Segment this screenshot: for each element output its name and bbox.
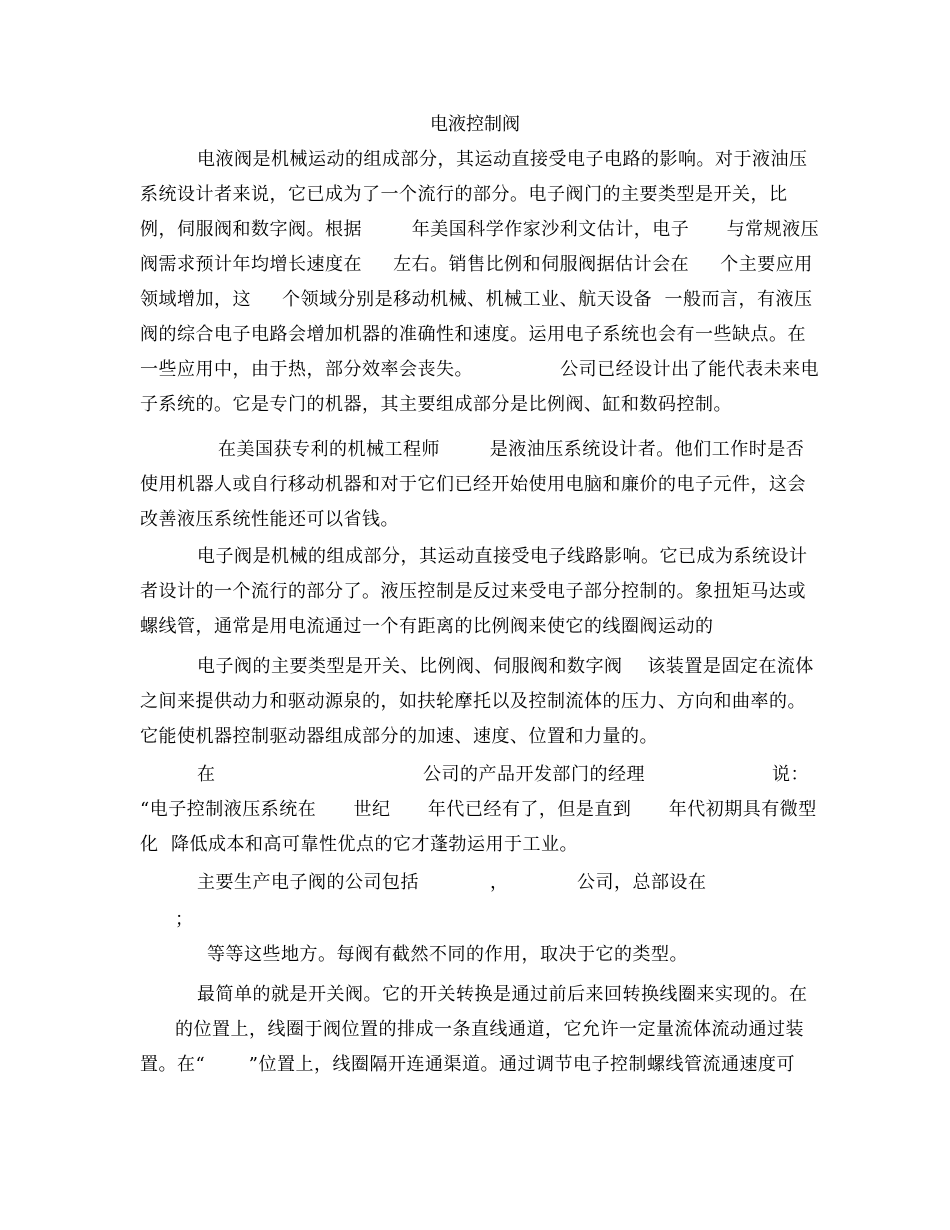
text-line: 公司的产品开发部门的经理: [423, 764, 645, 785]
text-line: 系统设计者来说，它已成为了一个流行的部分。电子阀门的主要类型是开关，比: [140, 184, 788, 205]
text-line: “电子控制液压系统在 世纪 年代已经有了，但是直到 年代初期具有微型: [140, 799, 817, 820]
text-line: 公司，总部设在: [577, 872, 707, 893]
text-line: 在美国获专利的机械工程师 是液油压系统设计者。他们工作时是否: [218, 439, 805, 460]
text-line: 电子阀的主要类型是开关、比例阀、伺服阀和数字阀 该装置是固定在流体: [197, 656, 814, 677]
text-line: 领域增加，这 个领域分别是移动机械、机械工业、航天设备 一般而言，有液压: [140, 289, 813, 310]
text-line: 置。在“ ”位置上，线圈隔开连通渠道。通过调节电子控制螺线管流通速度可: [140, 1054, 795, 1075]
text-line: 改善液压系统性能还可以省钱。: [140, 509, 399, 530]
text-line: 最简单的就是开关阀。它的开关转换是通过前后来回转换线圈来实现的。在: [197, 984, 808, 1005]
text-line: 说：: [772, 764, 809, 785]
text-line: 电液阀是机械运动的组成部分，其运动直接受电子电路的影响。对于液油压: [197, 149, 808, 170]
text-line: 一些应用中，由于热，部分效率会丧失。 公司已经设计出了能代表未来电: [140, 359, 820, 380]
text-line: 螺线管，通常是用电流通过一个有距离的比例阀来使它的线圈阀运动的: [140, 616, 714, 637]
text-line: 阀的综合电子电路会增加机器的准确性和速度。运用电子系统也会有一些缺点。在: [140, 324, 806, 345]
text-line: 使用机器人或自行移动机器和对于它们已经开始使用电脑和廉价的电子元件，这会: [140, 474, 806, 495]
text-line: 主要生产电子阀的公司包括: [197, 872, 419, 893]
text-line: ；: [175, 909, 194, 930]
text-line: 者设计的一个流行的部分了。液压控制是反过来受电子部分控制的。象扭矩马达或: [140, 581, 806, 602]
text-line: 等等这些地方。每阀有截然不同的作用，取决于它的类型。: [207, 944, 688, 965]
text-line: 在: [197, 764, 216, 785]
document-title: 电液控制阀: [430, 114, 520, 135]
text-line: 它能使机器控制驱动器组成部分的加速、速度、位置和力量的。: [140, 726, 658, 747]
text-line: 之间来提供动力和驱动源泉的，如扶轮摩托以及控制流体的压力、方向和曲率的。: [140, 691, 806, 712]
text-line: 子系统的。它是专门的机器，其主要组成部分是比例阀、缸和数码控制。: [140, 394, 732, 415]
text-line: ，: [490, 872, 509, 893]
text-line: 电子阀是机械的组成部分，其运动直接受电子线路影响。它已成为系统设计: [197, 546, 808, 567]
text-line: 阀需求预计年均增长速度在 左右。销售比例和伺服阀据估计会在 个主要应用: [140, 254, 813, 275]
text-line: 例，伺服阀和数字阀。根据 年美国科学作家沙利文估计，电子 与常规液压: [140, 219, 820, 240]
text-line: 的位置上，线圈于阀位置的排成一条直线通道，它允许一定量流体流动通过装: [175, 1019, 804, 1040]
text-line: 化 降低成本和高可靠性优点的它才蓬勃运用于工业。: [140, 834, 578, 855]
